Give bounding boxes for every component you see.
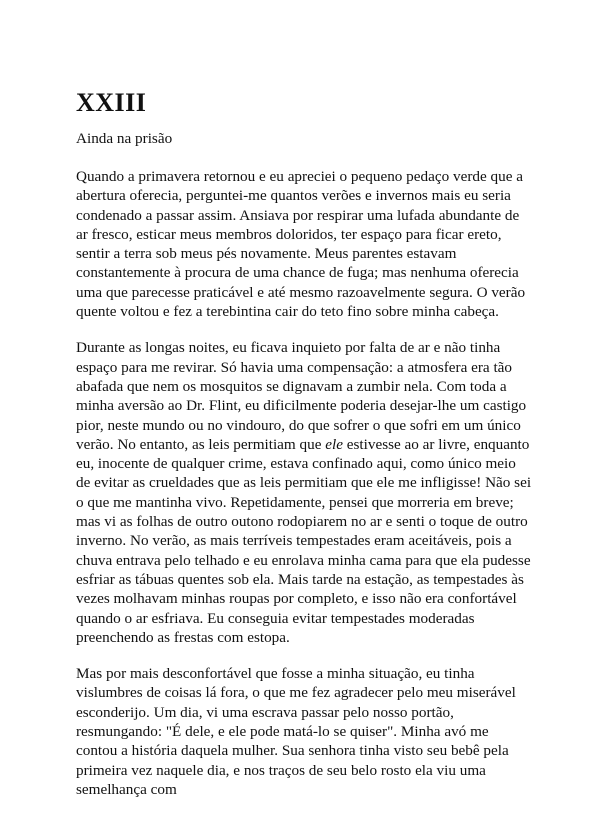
- chapter-number-heading: XXIII: [76, 88, 147, 117]
- paragraph-1: Quando a primavera retornou e eu apreciei o pequeno pedaço verde que a abertura oferecia, perguntei-me quantos verões e invernos mais eu seria condenado a passar assim. Ansiava por respirar uma lufada abundante de ar fresco, esticar meus membros doloridos, ter espaço para ficar ereto, sentir a terra sob meus pés novamente. Meus parentes estavam constantemente à procura de uma chance de fuga; mas nenhuma oferecia uma que parecesse praticável e até mesmo razoavelmente segura. O verão quente voltou e fez a terebintina cair do teto fino sobre minha cabeça.: [76, 168, 526, 321]
- paragraph-2-emphasis: ele: [325, 435, 343, 453]
- chapter-title: Ainda na prisão: [76, 130, 173, 147]
- page-content: [76, 88, 532, 816]
- paragraph-2: [76, 338, 532, 647]
- paragraph-3: Mas por mais desconfortável que fosse a minha situação, eu tinha vislumbres de coisas lá fora, o que me fez agradecer pelo meu miserável esconderijo. Um dia, vi uma escrava passar pelo nosso portão, resmungando: "É dele, e ele pode matá-lo se quiser". Minha avó me contou a história daquela mulher. Sua senhora tinha visto seu bebê pela primeira vez naquele dia, e nos traços de seu belo rosto ela viu uma semelhança com: [76, 665, 516, 798]
- paragraph-2-text-before: Durante as longas noites, eu ficava inquieto por falta de ar e não tinha espaço para me revirar. Só havia uma compensação: a atmosfera era tão abafada que nem os mosquitos se dignavam a zumbir nela. Com toda a minha aversão ao Dr. Flint, eu dificilmente poderia desejar-lhe um castigo pior, neste mundo ou no vindouro, do que sofrer o que sofri em um único verão. No entanto, as leis permitiam que: [76, 339, 527, 453]
- paragraph-2-text-after: estivesse ao ar livre, enquanto eu, inocente de qualquer crime, estava confinado aqui, como único meio de evitar as crueldades que as leis permitiam que ele me infligisse! Não sei o que me mantinha vivo. Repetidamente, pensei que morreria em breve; mas vi as folhas de outro outono rodopiarem no ar e senti o toque de outro inverno. No verão, as mais terríveis tempestades eram aceitáveis, pois a chuva entrava pelo telhado e eu enrolava minha cama para que ela pudesse esfriar as tábuas quentes sob ela. Mais tarde na estação, as tempestades às vezes molhavam minhas roupas por completo, e isso não era confortável quando o ar esfriava. Eu conseguia evitar tempestades moderadas preenchendo as frestas com estopa.: [76, 435, 532, 646]
